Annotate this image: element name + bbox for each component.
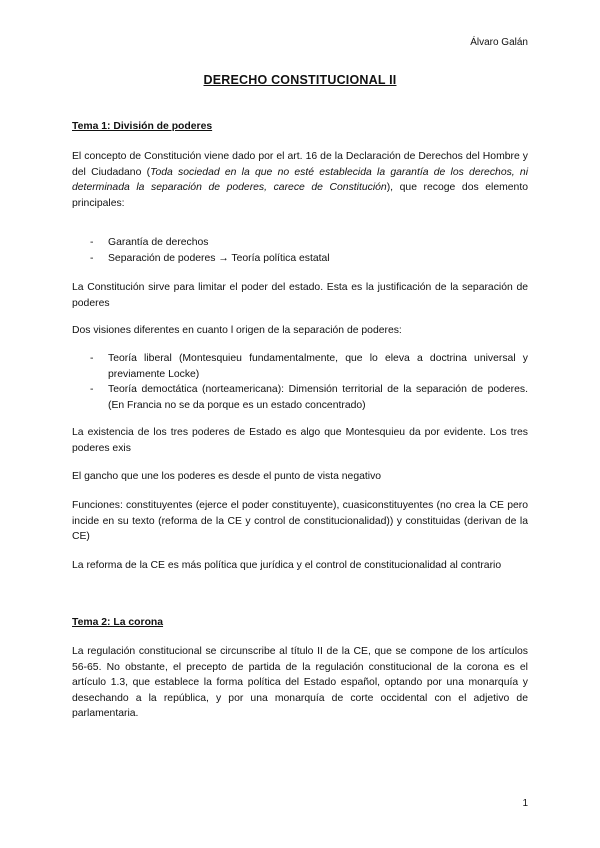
list-item: - Garantía de derechos: [72, 235, 528, 251]
theories-list: [72, 351, 528, 413]
author-name: Álvaro Galán: [470, 37, 528, 48]
section-heading-tema-1: Tema 1: División de poderes: [72, 121, 213, 132]
paragraph-limit-power: La Constitución sirve para limitar el poder del estado. Esta es la justificación de la separación de poderes: [72, 282, 528, 309]
principal-elements-list: [72, 235, 528, 266]
list-item: - Teoría democtática (norteamericana): Dimensión territorial de la separación de poderes. (En Francia no se da porque es un estado concentrado): [72, 382, 528, 413]
section-heading-tema-2: Tema 2: La corona: [72, 617, 164, 628]
list-item: - Separación de poderes → Teoría política estatal: [72, 251, 528, 267]
paragraph-constitutional-regulation: La regulación constitucional se circunscribe al título II de la CE, que se compone de los artículos 56-65. No obstante, el precepto de partida de la regulación constitucional de la corona es el artículo 1.3, que establece la forma política del Estado español, optando por una monarquía y desechando a la república, y por una monarquía de corte occidental con el adjetivo de parlamentaria.: [72, 646, 528, 720]
paragraph-text: El concepto de Constitución viene dado por el art. 16 de la Declaración de Derechos del Hombre y del Ciudadano (: [72, 151, 528, 178]
page-number: 1: [522, 798, 528, 809]
list-item: - Teoría liberal (Montesquieu fundamentalmente, que lo eleva a doctrina universal y previamente Locke): [72, 351, 528, 382]
paragraph-constitution-concept: [72, 149, 528, 211]
paragraph-two-visions: Dos visiones diferentes en cuanto l origen de la separación de poderes:: [72, 325, 402, 336]
paragraph-three-powers: La existencia de los tres poderes de Estado es algo que Montesquieu da por evidente. Los tres poderes exis: [72, 427, 528, 454]
paragraph-hook: El gancho que une los poderes es desde el punto de vista negativo: [72, 471, 382, 482]
paragraph-functions: Funciones: constituyentes (ejerce el poder constituyente), cuasiconstituyentes (no crea la CE pero incide en su texto (reforma de la CE y control de constitucionalidad)) y constituidas (derivan de la CE): [72, 500, 528, 543]
document-title: DERECHO CONSTITUCIONAL II: [203, 73, 397, 87]
paragraph-ce-reform: La reforma de la CE es más política que jurídica y el control de constitucionalidad al contrario: [72, 560, 502, 571]
paragraph-text: ), que recoge dos elemento principales:: [72, 182, 528, 209]
quote-text: Toda sociedad en la que no esté establecida la garantía de los derechos, ni determinada la separación de poderes, carece de Constitución: [72, 166, 528, 194]
